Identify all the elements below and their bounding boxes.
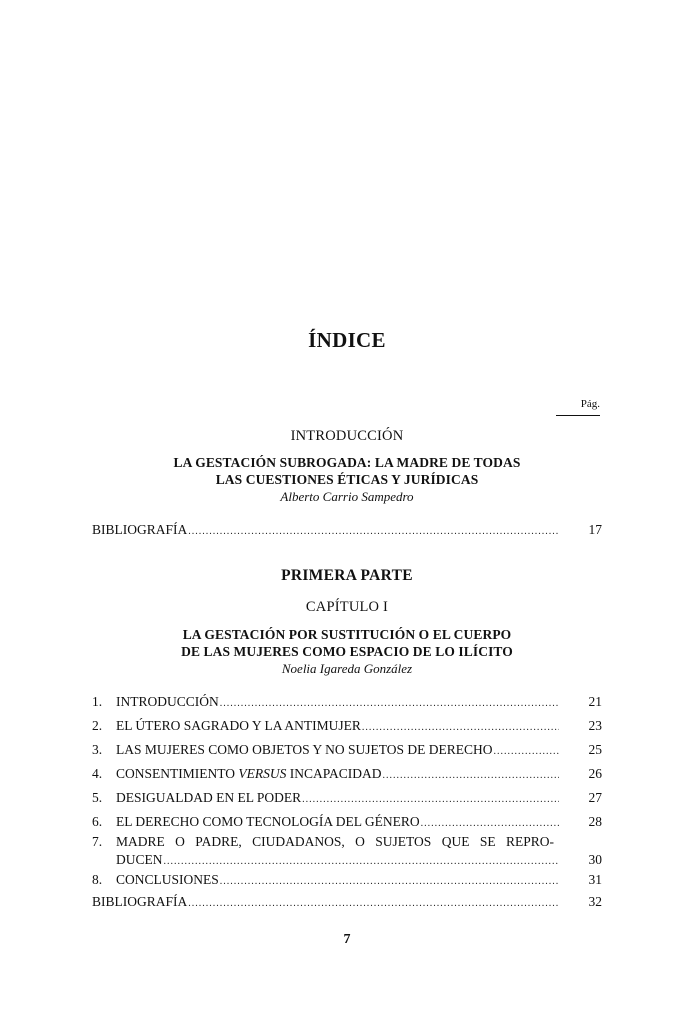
chapter-1-author: Noelia Igareda González	[281, 661, 413, 676]
toc-entry-line1	[92, 834, 602, 850]
toc-entry-line2	[92, 852, 602, 868]
toc-leader-dots	[421, 818, 559, 829]
toc-entry-number: 2.	[92, 718, 103, 733]
toc-entry-6[interactable]	[92, 814, 602, 834]
toc-entry-page: 30	[588, 852, 602, 867]
toc-entry-3[interactable]	[92, 742, 602, 762]
toc-entry-text: BIBLIOGRAFÍA	[92, 522, 188, 537]
toc-entry-page: 25	[588, 742, 602, 757]
toc-leader-dots	[362, 722, 559, 733]
toc-leader-dots	[494, 746, 559, 757]
introduccion-author: Alberto Carrio Sampedro	[280, 489, 414, 504]
toc-entry-1[interactable]	[92, 694, 602, 714]
toc-entry-text-part: INCAPACIDAD	[286, 766, 382, 781]
toc-entry-page: 27	[588, 790, 602, 805]
toc-entry-text: EL DERECHO COMO TECNOLOGÍA DEL GÉNERO	[116, 814, 420, 829]
toc-entry-text: MADRE O PADRE, CIUDADANOS, O SUJETOS QUE SE REPRO-	[116, 834, 554, 849]
toc-entry-page: 31	[588, 872, 602, 887]
toc-entry-text: BIBLIOGRAFÍA	[92, 894, 188, 909]
toc-entry-number: 6.	[92, 814, 103, 829]
toc-leader-dots	[383, 770, 559, 781]
toc-entry-text	[116, 766, 382, 782]
toc-entry-5[interactable]	[92, 790, 602, 810]
toc-entry-page: 21	[588, 694, 602, 709]
toc-entry-text-part: CONSENTIMIENTO	[116, 766, 239, 781]
toc-entry-page: 26	[588, 766, 602, 781]
toc-entry-text-continued: DUCEN	[116, 852, 163, 867]
toc-entry-number: 3.	[92, 742, 103, 757]
toc-entry-page: 17	[588, 522, 602, 537]
toc-entry-introduccion-bibliografia[interactable]	[92, 522, 602, 542]
toc-entry-page: 28	[588, 814, 602, 829]
toc-entry-page: 32	[588, 894, 602, 909]
page-column-rule	[556, 415, 600, 416]
introduccion-title-line2: LAS CUESTIONES ÉTICAS Y JURÍDICAS	[215, 472, 479, 487]
toc-entry-text-italic: VERSUS	[238, 766, 287, 781]
chapter-1-heading	[92, 626, 602, 677]
toc-entry-number: 5.	[92, 790, 103, 805]
introduccion-title-line1: LA GESTACIÓN SUBROGADA: LA MADRE DE TODAS	[173, 455, 521, 470]
toc-entry-number: 8.	[92, 872, 103, 887]
book-page	[92, 0, 602, 1024]
page-column-label: Pág.	[580, 398, 600, 410]
introduccion-heading	[92, 454, 602, 505]
introduccion-label: INTRODUCCIÓN	[290, 428, 404, 444]
chapter-1-title-line1: LA GESTACIÓN POR SUSTITUCIÓN O EL CUERPO	[182, 627, 512, 642]
toc-entry-number: 1.	[92, 694, 103, 709]
toc-entry-chapter-1-bibliografia[interactable]	[92, 894, 602, 914]
toc-entry-text: INTRODUCCIÓN	[116, 694, 219, 709]
toc-leader-dots	[302, 794, 559, 805]
toc-leader-dots	[188, 526, 559, 537]
toc-entry-2[interactable]	[92, 718, 602, 738]
toc-leader-dots	[188, 898, 559, 909]
toc-entry-text: DESIGUALDAD EN EL PODER	[116, 790, 302, 805]
toc-entry-8[interactable]	[92, 872, 602, 892]
toc-entry-page: 23	[588, 718, 602, 733]
toc-entry-text: EL ÚTERO SAGRADO Y LA ANTIMUJER	[116, 718, 361, 733]
index-title: ÍNDICE	[308, 328, 386, 352]
toc-entry-4[interactable]	[92, 766, 602, 786]
chapter-1-label: CAPÍTULO I	[305, 599, 389, 615]
toc-entry-number: 7.	[92, 834, 103, 849]
toc-leader-dots	[220, 876, 559, 887]
toc-entry-text: CONCLUSIONES	[116, 872, 219, 887]
page-number: 7	[343, 932, 351, 947]
chapter-1-title-line2: DE LAS MUJERES COMO ESPACIO DE LO ILÍCITO	[181, 644, 513, 659]
toc-entry-number: 4.	[92, 766, 103, 781]
toc-entry-7[interactable]	[92, 834, 602, 874]
toc-leader-dots	[164, 856, 560, 867]
primera-parte-label: PRIMERA PARTE	[281, 567, 413, 584]
toc-entry-text: LAS MUJERES COMO OBJETOS Y NO SUJETOS DE DERECHO	[116, 742, 493, 757]
toc-leader-dots	[220, 698, 559, 709]
